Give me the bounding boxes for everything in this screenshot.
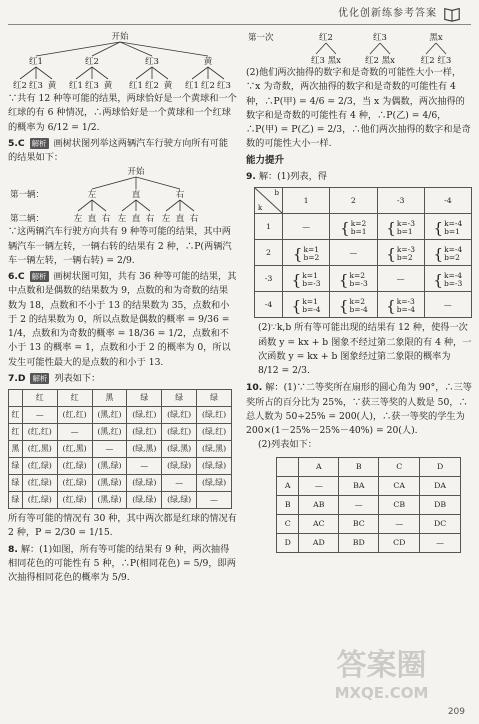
q7-cell: (红,绿) <box>22 458 57 475</box>
q10-block <box>246 381 474 438</box>
q5-tree-root: 开始 <box>127 167 145 178</box>
q8-number: 8. <box>8 543 18 555</box>
q9-cell: {k=-3 b=-4 <box>377 292 424 318</box>
q4-l2-r1-2: 黄 <box>47 81 57 91</box>
watermark <box>294 648 469 718</box>
q10-cell: AC <box>299 514 339 533</box>
q9-col-2: -3 <box>377 188 424 214</box>
q4-l1-0: 红1 <box>29 57 43 67</box>
q7-header <box>8 372 237 386</box>
q7-cell: (黑,绿) <box>92 458 127 475</box>
left-column <box>8 30 237 714</box>
q7-cell: (绿,绿) <box>127 475 162 492</box>
q7-cell: (绿,红) <box>127 424 162 441</box>
q9-header-row <box>255 188 472 214</box>
q9-cell: {k=-3 b=2 <box>377 240 424 266</box>
q7-cell: (绿,绿) <box>162 458 197 475</box>
q9-intro: 解：(1)列表，得 <box>258 171 327 183</box>
header-rule <box>8 24 471 25</box>
q9-pair-k: k=-3 <box>396 218 415 228</box>
q9-pair-b: b=2 <box>396 253 413 263</box>
q4-l2-r3-0: 红1 <box>129 81 143 91</box>
table-row <box>255 292 472 318</box>
q7-cell: (绿,绿) <box>197 475 232 492</box>
q10-header-row <box>277 457 461 476</box>
table-row <box>277 495 461 514</box>
q4-l1-3: 黄 <box>203 57 213 67</box>
table-row <box>9 492 232 509</box>
q7-cell: (绿,红) <box>162 424 197 441</box>
q4-l2-y-0: 红1 <box>185 81 199 91</box>
q9-pair-b: b=-3 <box>443 279 463 289</box>
q9-col-0: 1 <box>283 188 330 214</box>
table-row <box>277 514 461 533</box>
q5-l2-a0: 左 <box>73 214 83 225</box>
table-row <box>255 266 472 292</box>
q10-cell: DB <box>420 495 461 514</box>
page-header <box>338 4 461 24</box>
q10-cell: AB <box>299 495 339 514</box>
page-number: 209 <box>447 707 465 718</box>
q7-cell: (红,黑) <box>22 441 57 458</box>
q7-col-2: 黑 <box>92 390 127 407</box>
q9-pair-k: k=2 <box>350 218 367 228</box>
q7-col-4: 绿 <box>162 390 197 407</box>
q10-cell: CB <box>379 495 420 514</box>
q7-corner <box>9 390 23 407</box>
table-row <box>9 475 232 492</box>
table-row <box>277 533 461 552</box>
q5-l2-b1: 直 <box>131 214 141 225</box>
q5-tag: 解析 <box>31 138 47 148</box>
q8-tree-diagram <box>246 30 474 66</box>
q7-cell: (绿,绿) <box>127 492 162 509</box>
table-row <box>255 240 472 266</box>
q7-row-head: 黑 <box>9 441 23 458</box>
q9-pair-k: k=-4 <box>443 270 463 280</box>
q9-pair-b: b=-3 <box>349 279 368 289</box>
q9-corner-bottom: k <box>258 203 263 212</box>
q7-text: 所有等可能的情况有 30 种，其中两次都是红球的情况有 2 种，P = 2/30 = 1/15. <box>8 513 237 539</box>
q7-cell: — <box>127 458 162 475</box>
q9-cell: {k=-4 b=2 <box>424 240 471 266</box>
q9-corner-top: b <box>274 189 279 198</box>
q10-cell: — <box>420 533 461 552</box>
q5-intro: 画树状图列举这两辆汽车行驶方向所有可能的结果如下： <box>8 137 229 163</box>
q9-pair-k: k=-4 <box>444 244 463 254</box>
q10-cell: CA <box>379 476 420 495</box>
q6-number: 6.C <box>8 271 25 282</box>
q10-cell: CD <box>379 533 420 552</box>
q9-pair-b: b=1 <box>350 227 367 237</box>
q7-cell: (红,绿) <box>22 475 57 492</box>
q7-cell: (黑,红) <box>92 407 127 424</box>
q9-col-3: -4 <box>424 188 471 214</box>
q9-cell: {k=-3 b=1 <box>377 214 424 240</box>
q10-cell: DA <box>420 476 461 495</box>
q7-cell: (红,绿) <box>57 492 92 509</box>
q5-header <box>8 137 237 166</box>
watermark-line2: MXQE.COM <box>334 684 429 702</box>
q10-corner <box>277 457 299 476</box>
q10-text: 解：(1)∵二等奖所在扇形的圆心角为 90°，∴三等奖所占的百分比为 25%，∵获三等奖的人数是 50，∴总人数为 50÷25% = 200(人)，∴获一等奖的学生为 200×(1－25%－25%－40%) = 20(人). <box>246 382 472 437</box>
q10-col-1: B <box>339 457 379 476</box>
q7-cell: (绿,黑) <box>127 441 162 458</box>
q7-row-head: 绿 <box>9 475 23 492</box>
q5-l2-b0: 左 <box>117 214 127 225</box>
q7-cell: — <box>197 492 232 509</box>
table-row <box>9 458 232 475</box>
q8-l2-0: 红3 黑x <box>311 56 341 66</box>
q5-row1-label: 第一辆： <box>10 190 45 201</box>
q9-cell: {k=2 b=-4 <box>330 292 377 318</box>
q5-l2-c2: 右 <box>189 214 199 225</box>
table-row <box>277 476 461 495</box>
q9-pair-b: b=1 <box>396 227 413 237</box>
q10-cell: — <box>339 495 379 514</box>
q6-text: 画树状图可知，共有 36 种等可能的结果，其中点数和是偶数的结果数为 9，点数的和为奇数的结果数为 18，点数和不小于 13 的结果数为 35，点数和小于 2 的结果数为 0，所以点数是偶数的概率 = 9/36 = 1/4，点数和为奇数的概率 = 18/36 = 1/2，点数和不小于 13 的概率 = 1，点数和小于 2 的概率为 0，所以发生可能性最大的是点数的和小于 13. <box>8 271 237 368</box>
q9-cell: {k=1 b=-3 <box>283 266 330 292</box>
q9-pair-b: b=-3 <box>302 279 321 289</box>
q5-l2-c1: 直 <box>175 214 185 225</box>
q5-l1-2: 右 <box>175 190 185 201</box>
q4-l2-r1-0: 红2 <box>13 81 27 91</box>
q10-cell: BD <box>339 533 379 552</box>
q7-cell: (红,黑) <box>57 441 92 458</box>
q5-number: 5.C <box>8 137 25 149</box>
q7-cell: (绿,红) <box>197 424 232 441</box>
q4-text: ∵共有 12 种等可能的结果，两球恰好是一个黄球和一个红球的有 6 种情况，∴两球恰好是一个黄球和一个红球的概率为 6/12 = 1/2. <box>8 93 237 133</box>
q5-l2-c0: 左 <box>161 214 171 225</box>
q4-l2-r3-2: 黄 <box>163 81 173 91</box>
table-row <box>9 407 232 424</box>
q7-cell: (黑,绿) <box>92 492 127 509</box>
q7-cell: (红,绿) <box>22 492 57 509</box>
q4-l2-r2-2: 黄 <box>103 81 113 91</box>
q9-pair-b: b=2 <box>303 253 320 263</box>
q9-row-head: -3 <box>255 266 283 292</box>
q7-cell: (绿,红) <box>197 407 232 424</box>
q7-row-head: 绿 <box>9 458 23 475</box>
q8-l1-2: 黑x <box>429 33 443 43</box>
q4-tree-diagram <box>8 30 237 92</box>
q10-row-head: A <box>277 476 299 495</box>
q6-tag: 解析 <box>31 272 47 281</box>
q5-l1-1: 直 <box>131 190 141 201</box>
q6-block <box>8 270 237 370</box>
q9-pair-k: k=-3 <box>396 296 415 306</box>
q9-row-head: 2 <box>255 240 283 266</box>
q8-part2-text: (2)他们两次抽得的数字和是奇数的可能性大小一样，∵x 为奇数，两次抽得的数字和是奇数的可能性有 4 种，∴P(甲) = 4/6 = 2/3，当 x 为偶数，两次抽得的数字和是奇数的可能性有 4 种，∴P(乙) = 4/6，∴P(甲) = P(乙) = 2/3，∴他们两次抽得的数字和是奇数的可能性大小一样. <box>246 67 471 150</box>
q10-col-3: D <box>420 457 461 476</box>
q7-col-0: 红 <box>22 390 57 407</box>
q9-cell: — <box>377 266 424 292</box>
q8-text: 解：(1)如图，所有等可能的结果有 9 种，两次抽得相同花色的可能性有 5 种，∴P(相同花色) = 5/9，即两次抽得相同花色的概率为 5/9. <box>8 543 236 583</box>
q7-row-head: 红 <box>9 407 23 424</box>
q7-cell: (绿,绿) <box>162 492 197 509</box>
q7-cell: (黑,红) <box>92 424 127 441</box>
q10-cell: DC <box>420 514 461 533</box>
q10-col-2: C <box>379 457 420 476</box>
q9-pair-k: k=2 <box>349 270 366 280</box>
q5-text: ∵这两辆汽车行驶方向共有 9 种等可能的结果，其中两辆汽车一辆左转，一辆右转的结果有 2 种，∴P(两辆汽车一辆左转，一辆右转) = 2/9. <box>8 226 232 266</box>
section-heading: 能力提升 <box>246 154 285 166</box>
q4-l2-r3-1: 红2 <box>145 81 159 91</box>
q9-cell: — <box>330 240 377 266</box>
q10-cell: — <box>299 476 339 495</box>
q5-row2-label: 第二辆： <box>10 214 45 225</box>
q7-cell: (绿,黑) <box>162 441 197 458</box>
q7-cell: (绿,红) <box>127 407 162 424</box>
q7-header-row <box>9 390 232 407</box>
q7-cell: (绿,黑) <box>197 441 232 458</box>
q5-l2-a1: 直 <box>87 214 97 225</box>
q4-l2-r2-0: 红1 <box>69 81 83 91</box>
q7-col-3: 绿 <box>127 390 162 407</box>
q10-cell: AD <box>299 533 339 552</box>
q7-cell: — <box>162 475 197 492</box>
q10-row-head: D <box>277 533 299 552</box>
q9-pair-b: b=-4 <box>302 305 321 315</box>
q9-corner <box>255 188 283 214</box>
q9-col-1: 2 <box>330 188 377 214</box>
q4-l1-1: 红2 <box>85 57 99 67</box>
q7-cell: — <box>92 441 127 458</box>
q7-intro: 列表如下： <box>54 372 101 384</box>
watermark-line1: 答案圈 <box>336 648 427 683</box>
q7-row-head: 绿 <box>9 492 23 509</box>
q7-cell: — <box>57 424 92 441</box>
q9-text: (2)∵k,b 所有等可能出现的结果有 12 种，使得一次函数 y = kx + b 图象不经过第二象限的有 4 种，一次函数 y = kx + b 图象经过第二象限的概率为 8/12 = 2/3. <box>258 322 472 377</box>
q10-table <box>276 457 461 553</box>
q9-header <box>246 170 474 184</box>
q7-tag: 解析 <box>32 373 48 383</box>
q7-cell: (红,绿) <box>57 475 92 492</box>
q7-cell: (黑,绿) <box>92 475 127 492</box>
q7-table <box>8 389 232 509</box>
q5-l2-b2: 右 <box>145 214 155 225</box>
q7-cell: — <box>22 407 57 424</box>
q7-cell: (红,红) <box>57 407 92 424</box>
q4-l2-y-2: 红3 <box>217 81 231 91</box>
q4-l2-r2-1: 红3 <box>85 81 99 91</box>
q9-number: 9. <box>246 171 256 183</box>
q4-l2-y-1: 红2 <box>201 81 215 91</box>
q10-col-0: A <box>299 457 339 476</box>
q8-l1-1: 红3 <box>373 33 387 43</box>
q9-pair-k: k=1 <box>302 296 318 306</box>
q9-pair-b: b=-4 <box>396 305 416 315</box>
q8-l2-1: 红2 黑x <box>365 56 395 66</box>
q5-l1-0: 左 <box>87 190 97 201</box>
q9-row-head: 1 <box>255 214 283 240</box>
q9-cell: {k=1 b=2 <box>283 240 330 266</box>
q9-pair-k: k=2 <box>349 296 366 306</box>
q7-cell: (红,绿) <box>57 458 92 475</box>
q9-cell: {k=2 b=1 <box>330 214 377 240</box>
q9-pair-k: k=-4 <box>444 218 463 228</box>
q5-l2-a2: 右 <box>101 214 111 225</box>
q7-cell: (红,红) <box>22 424 57 441</box>
q4-l1-2: 红3 <box>145 57 159 67</box>
q10-cell: — <box>379 514 420 533</box>
q9-cell: {k=-4 b=-3 <box>424 266 471 292</box>
q9-pair-b: b=-4 <box>349 305 368 315</box>
q9-pair-b: b=2 <box>444 253 460 263</box>
q9-cell: — <box>283 214 330 240</box>
table-row <box>9 441 232 458</box>
q4-tree-root: 开始 <box>111 32 129 42</box>
q8-l1-0: 红2 <box>319 33 333 43</box>
q9-pair-k: k=1 <box>302 270 318 280</box>
q9-table <box>254 187 472 318</box>
q9-cell: {k=-4 b=1 <box>424 214 471 240</box>
q9-row-head: -4 <box>255 292 283 318</box>
q9-pair-k: k=-3 <box>396 244 415 254</box>
book-logo-icon <box>443 5 461 23</box>
q5-tree-diagram <box>8 165 237 225</box>
q9-pair-b: b=1 <box>444 227 460 237</box>
table-row <box>255 214 472 240</box>
q8-block <box>8 543 237 586</box>
q7-col-5: 绿 <box>197 390 232 407</box>
q7-cell: (绿,绿) <box>197 458 232 475</box>
q9-cell: {k=2 b=-3 <box>330 266 377 292</box>
q10-number: 10. <box>246 382 263 394</box>
q8-l2-2: 红2 红3 <box>420 56 452 66</box>
table-row <box>9 424 232 441</box>
q7-col-1: 红 <box>57 390 92 407</box>
q10-cell: BC <box>339 514 379 533</box>
q9-cell: {k=1 b=-4 <box>283 292 330 318</box>
header-title: 优化创新练参考答案 <box>338 8 437 20</box>
q7-number: 7.D <box>8 372 26 384</box>
q10-text2: (2)列表如下： <box>258 439 317 451</box>
q10-row-head: C <box>277 514 299 533</box>
q9-pair-k: k=1 <box>303 244 320 254</box>
q8-row-label: 第一次 <box>248 33 274 43</box>
q10-row-head: B <box>277 495 299 514</box>
q7-row-head: 红 <box>9 424 23 441</box>
right-column <box>246 30 474 714</box>
q9-cell: — <box>424 292 471 318</box>
q4-l2-r1-1: 红3 <box>29 81 43 91</box>
q7-cell: (绿,红) <box>162 407 197 424</box>
q10-cell: BA <box>339 476 379 495</box>
